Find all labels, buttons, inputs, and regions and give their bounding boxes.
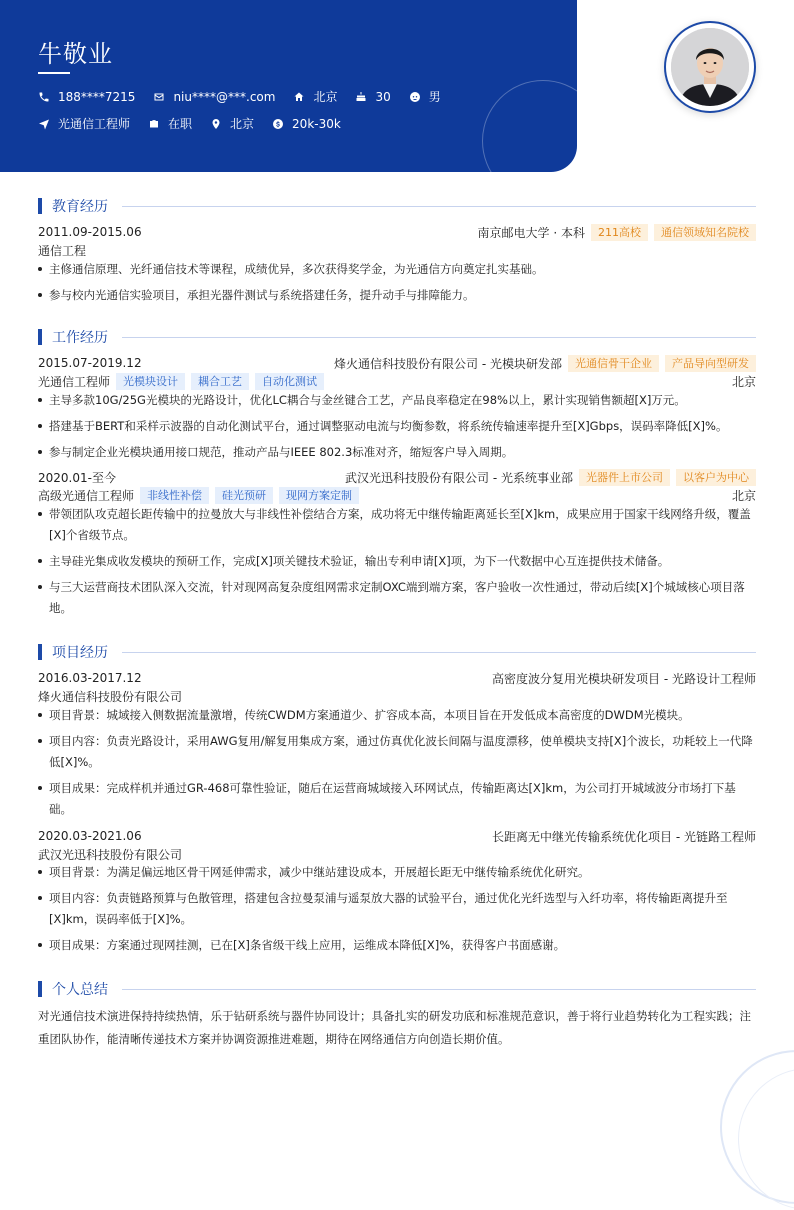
job-location: 北京 xyxy=(731,374,756,389)
list-item: 搭建基于BERT和采样示波器的自动化测试平台，通过调整驱动电流与均衡参数，将系统传输速率提升至[X]Gbps，误码率降低[X]%。 xyxy=(38,416,756,437)
work-header-row xyxy=(38,354,756,372)
skill-tag: 非线性补偿 xyxy=(140,487,209,504)
project-header-row xyxy=(38,669,756,687)
home-icon xyxy=(293,91,305,103)
work-date: 2015.07-2019.12 xyxy=(38,356,142,370)
location-pin-icon xyxy=(210,118,222,130)
project-bullet-list xyxy=(38,862,756,961)
phone-item xyxy=(38,90,135,104)
skill-tag: 光模块设计 xyxy=(116,373,185,390)
section-title-projects xyxy=(38,642,756,662)
project-name-role: 高密度波分复用光模块研发项目 - 光路设计工程师 xyxy=(492,671,756,686)
company-name: 烽火通信科技股份有限公司 - 光模块研发部 xyxy=(334,356,562,371)
email-item xyxy=(153,90,275,104)
project-company: 武汉光迅科技股份有限公司 xyxy=(38,848,183,862)
section-divider xyxy=(122,989,756,990)
company-tag: 光器件上市公司 xyxy=(579,469,670,486)
position-item xyxy=(38,115,130,132)
section-title-summary xyxy=(38,979,756,999)
phone-icon xyxy=(38,91,50,103)
list-item: 项目成果：完成样机并通过GR-468可靠性验证，随后在运营商城域接入环网试点，传输距离达[X]km，为公司打开城域波分市场打下基础。 xyxy=(38,778,756,820)
list-item: 参与校内光通信实验项目，承担光器件测试与系统搭建任务，提升动手与排障能力。 xyxy=(38,285,756,306)
company-name: 武汉光迅科技股份有限公司 - 光系统事业部 xyxy=(345,470,573,485)
list-item: 主导硅光集成收发模块的预研工作，完成[X]项关键技术验证，输出专利申请[X]项，为下一代数据中心互连提供技术储备。 xyxy=(38,551,756,572)
status-item xyxy=(148,115,192,132)
project-date: 2016.03-2017.12 xyxy=(38,671,142,685)
section-title-education xyxy=(38,196,756,216)
skill-tag: 硅光预研 xyxy=(215,487,273,504)
city-text: 北京 xyxy=(313,90,338,104)
section-title-text: 教育经历 xyxy=(52,199,108,215)
email-text: niu****@***.com xyxy=(173,89,276,104)
list-item: 项目内容：负责光路设计，采用AWG复用/解复用集成方案，通过仿真优化波长间隔与温度漂移，使单模块支持[X]个波长，功耗较上一代降低[X]%。 xyxy=(38,731,756,773)
project-header-row xyxy=(38,827,756,845)
skill-tag: 耦合工艺 xyxy=(191,373,249,390)
candidate-name: 牛敬业 xyxy=(38,40,113,68)
school-tag: 211高校 xyxy=(591,224,648,241)
section-marker xyxy=(38,644,42,660)
list-item: 带领团队攻克超长距传输中的拉曼放大与非线性补偿结合方案，成功将无中继传输距离延长至[X]km，成果应用于国家干线网络升级，覆盖[X]个省级节点。 xyxy=(38,504,756,546)
gender-text: 男 xyxy=(428,90,441,104)
avatar xyxy=(671,28,749,106)
target-city-text: 北京 xyxy=(230,117,255,131)
list-item: 项目成果：方案通过现网挂测，已在[X]条省级干线上应用，运维成本降低[X]%，获得客户书面感谢。 xyxy=(38,935,756,956)
salary-item xyxy=(272,117,341,131)
work-role-row xyxy=(38,486,756,504)
project-date: 2020.03-2021.06 xyxy=(38,829,142,843)
phone-text: 188****7215 xyxy=(58,89,136,104)
position-text: 光通信工程师 xyxy=(58,117,131,131)
list-item: 主修通信原理、光纤通信技术等课程，成绩优异，多次获得奖学金，为光通信方向奠定扎实基础。 xyxy=(38,259,756,280)
work-bullet-list xyxy=(38,390,756,468)
list-item: 项目内容：负责链路预算与色散管理，搭建包含拉曼泵浦与遥泵放大器的试验平台，通过优化光纤选型与入纤功率，将传输距离提升至[X]km，误码率低于[X]%。 xyxy=(38,888,756,930)
summary-text: 对光通信技术演进保持持续热情，乐于钻研系统与器件协同设计；具备扎实的研发功底和标准规范意识，善于将行业趋势转化为工程实践；注重团队协作，能清晰传递技术方案并协调资源推进难题，期待在网络通信方向创造长期价值。 xyxy=(38,1009,751,1046)
section-title-text: 工作经历 xyxy=(52,330,108,346)
mail-icon xyxy=(153,91,165,103)
education-bullet-list xyxy=(38,259,756,311)
name-underline xyxy=(38,72,70,74)
avatar-portrait-image xyxy=(671,28,749,106)
user-face-icon xyxy=(409,91,421,103)
education-date: 2011.09-2015.06 xyxy=(38,225,142,239)
avatar-frame xyxy=(664,21,756,113)
contact-row xyxy=(38,88,459,105)
work-bullet-list xyxy=(38,504,756,624)
section-title-text: 个人总结 xyxy=(52,982,108,998)
education-header-row xyxy=(38,223,756,241)
section-title-text: 项目经历 xyxy=(52,645,108,661)
section-divider xyxy=(122,206,756,207)
job-role: 高级光通信工程师 xyxy=(38,488,135,503)
work-role-row xyxy=(38,372,756,390)
city-item xyxy=(293,88,337,105)
school-tag: 通信领域知名院校 xyxy=(654,224,756,241)
list-item: 与三大运营商技术团队深入交流，针对现网高复杂度组网需求定制OXC端到端方案，客户验收一次性通过，带动后续[X]个城域核心项目落地。 xyxy=(38,577,756,619)
work-header-row xyxy=(38,468,756,486)
project-company: 烽火通信科技股份有限公司 xyxy=(38,690,183,704)
company-tag: 光通信骨干企业 xyxy=(568,355,659,372)
skill-tag: 自动化测试 xyxy=(255,373,324,390)
list-item: 主导多款10G/25G光模块的光路设计，优化LC耦合与金丝键合工艺，产品良率稳定在98%以上，累计实现销售额超[X]万元。 xyxy=(38,390,756,411)
section-marker xyxy=(38,198,42,214)
section-title-work xyxy=(38,327,756,347)
status-text: 在职 xyxy=(168,117,193,131)
age-item xyxy=(355,90,390,104)
company-tag: 以客户为中心 xyxy=(676,469,756,486)
gender-item xyxy=(409,88,441,105)
work-date: 2020.01-至今 xyxy=(38,470,116,485)
section-marker xyxy=(38,329,42,345)
job-intent-row xyxy=(38,115,359,132)
list-item: 项目背景：城域接入侧数据流量激增，传统CWDM方案通道少、扩容成本高，本项目旨在开发低成本高密度的DWDM光模块。 xyxy=(38,705,756,726)
skill-tag: 现网方案定制 xyxy=(279,487,359,504)
job-location: 北京 xyxy=(731,488,756,503)
target-city-item xyxy=(210,115,254,132)
list-item: 项目背景：为满足偏远地区骨干网延伸需求，减少中继站建设成本，开展超长距无中继传输系统优化研究。 xyxy=(38,862,756,883)
cake-icon xyxy=(355,91,367,103)
project-name-role: 长距离无中继光传输系统优化项目 - 光链路工程师 xyxy=(492,829,756,844)
major-name: 通信工程 xyxy=(38,244,87,258)
list-item: 参与制定企业光模块通用接口规范，推动产品与IEEE 802.3标准对齐，缩短客户导入周期。 xyxy=(38,442,756,463)
send-icon xyxy=(38,118,50,130)
school-name: 南京邮电大学 · 本科 xyxy=(477,225,585,240)
money-icon xyxy=(272,118,284,130)
salary-text: 20k-30k xyxy=(292,116,341,131)
age-text: 30 xyxy=(375,89,391,104)
section-marker xyxy=(38,981,42,997)
section-divider xyxy=(122,337,756,338)
job-role: 光通信工程师 xyxy=(38,374,111,389)
briefcase-icon xyxy=(148,118,160,130)
project-bullet-list xyxy=(38,705,756,825)
section-divider xyxy=(122,652,756,653)
company-tag: 产品导向型研发 xyxy=(665,355,756,372)
header-decoration-circle xyxy=(482,80,577,172)
header-banner xyxy=(0,0,577,172)
